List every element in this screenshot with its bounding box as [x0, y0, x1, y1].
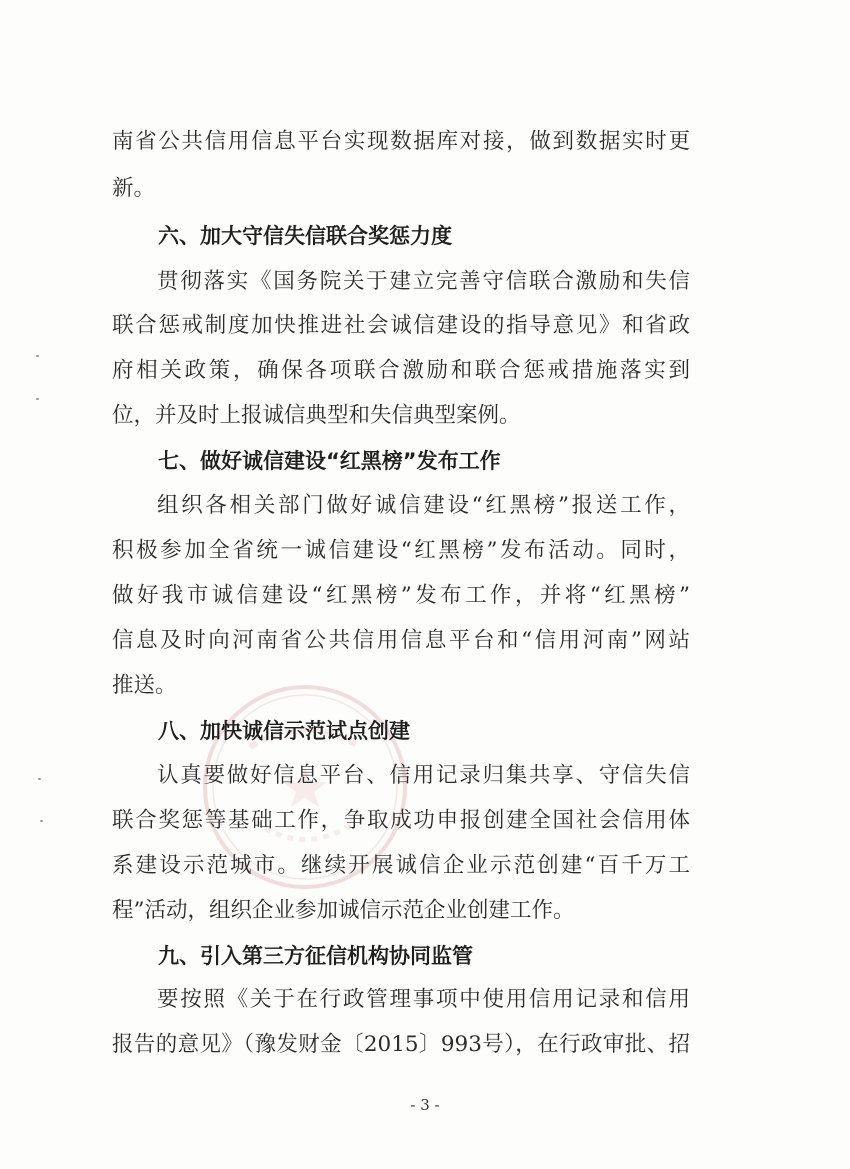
- section-heading-8: 八、加快诚信示范试点创建: [158, 719, 410, 743]
- body-text-line: 做好我市诚信建设“红黑榜”发布工作，并将“红黑榜”: [112, 583, 690, 608]
- body-text-line: 南省公共信用信息平台实现数据库对接，做到数据实时更: [112, 129, 690, 154]
- body-text-line: 信息及时向河南省公共信用信息平台和“信用河南”网站: [112, 628, 690, 653]
- body-text-line: 联合惩戒制度加快推进社会诚信建设的指导意见》和省政: [112, 313, 690, 338]
- body-text-line: 程”活动，组织企业参加诚信示范企业创建工作。: [112, 898, 575, 923]
- scan-speck: [36, 355, 39, 357]
- scan-speck: [40, 820, 43, 822]
- body-text-line: 推送。: [112, 673, 177, 698]
- body-text-line: 联合奖惩等基础工作，争取成功申报创建全国社会信用体: [112, 808, 690, 833]
- body-text-line: 报告的意见》（豫发财金〔2015〕993号），在行政审批、招: [112, 1032, 690, 1057]
- scan-speck: [38, 778, 41, 780]
- section-heading-9: 九、引入第三方征信机构协同监管: [158, 944, 473, 968]
- section-heading-7: 七、做好诚信建设“红黑榜”发布工作: [158, 449, 501, 473]
- body-text-line: 系建设示范城市。继续开展诚信企业示范创建“百千万工: [112, 853, 690, 878]
- body-text-line: 贯彻落实《国务院关于建立完善守信联合激励和失信: [157, 269, 690, 294]
- body-text-line: 新。: [112, 176, 156, 201]
- body-text-line: 要按照《关于在行政管理事项中使用信用记录和信用: [157, 987, 690, 1012]
- body-text-line: 位，并及时上报诚信典型和失信典型案例。: [112, 403, 521, 428]
- page-number: - 3 -: [410, 1096, 440, 1114]
- body-text-line: 认真要做好信息平台、信用记录归集共享、守信失信: [157, 763, 690, 788]
- section-heading-6: 六、加大守信失信联合奖惩力度: [158, 224, 452, 248]
- body-text-line: 组织各相关部门做好诚信建设“红黑榜”报送工作，: [157, 493, 690, 518]
- body-text-line: 府相关政策，确保各项联合激励和联合惩戒措施落实到: [112, 358, 690, 383]
- scan-speck: [36, 398, 39, 400]
- body-text-line: 积极参加全省统一诚信建设“红黑榜”发布活动。同时，: [112, 538, 690, 563]
